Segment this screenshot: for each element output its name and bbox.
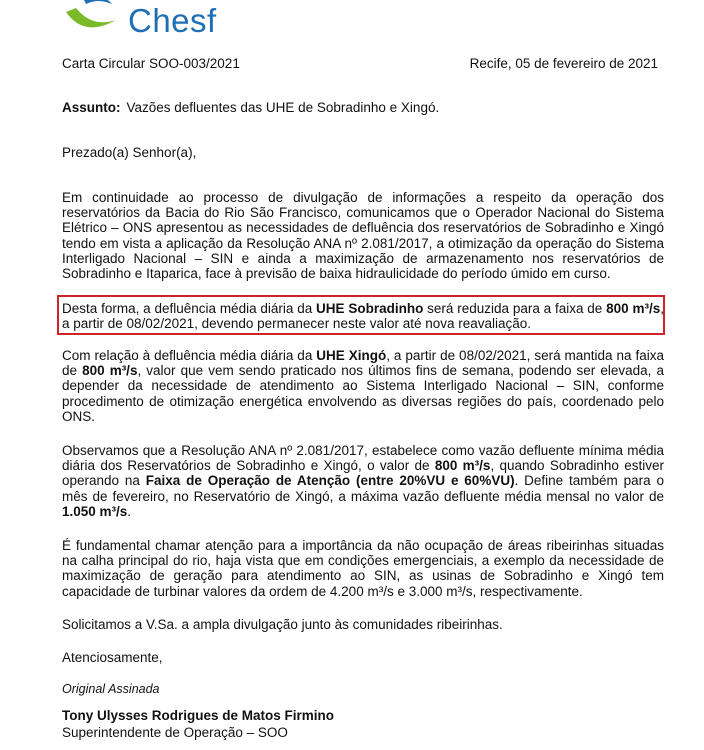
greeting: Prezado(a) Senhor(a), (62, 145, 197, 160)
bold-span: 800 m³/s (82, 363, 138, 379)
subject-label: Assunto: (62, 100, 121, 115)
signer-name: Tony Ulysses Rodrigues de Matos Firmino (62, 708, 335, 723)
text-span: , a partir de 08/02/2021, será mantida na faixa de (62, 348, 664, 379)
signer-role: Superintendente de Operação – SOO (62, 725, 288, 740)
document-date: Recife, 05 de fevereiro de 2021 (469, 56, 658, 71)
closing: Atenciosamente, (62, 650, 163, 665)
paragraph-xingo (62, 348, 664, 424)
text-span: Observamos que a Resolução ANA nº 2.081/2017, estabelece como vazão defluente mínima média diária dos Reservatórios de Sobradinho e Xingó, o valor de (62, 443, 664, 474)
text-span: , a partir de 08/02/2021, devendo permanecer neste valor até nova reavaliação. (62, 301, 664, 332)
logo-wordmark: Chesf (128, 2, 217, 39)
subject-text: Vazões defluentes das UHE de Sobradinho e Xingó. (126, 100, 440, 115)
text-span: Desta forma, a defluência média diária da (62, 301, 317, 316)
chesf-logo-icon (62, 0, 120, 34)
signed-note: Original Assinada (62, 682, 160, 696)
company-logo (62, 0, 232, 40)
text-span: será reduzida para a faixa de (423, 301, 607, 316)
text-span: , valor que vem sendo praticado nos últimos fins de semana, podendo ser elevada, a depender da necessidade de atendimento ao Sistema Interligado Nacional – SIN, conforme procedimento de otimização energética envolvendo as diversas regiões do país, coordenado pelo ONS. (62, 363, 664, 424)
text-span: , quando Sobradinho estiver operando na (62, 458, 665, 489)
document-reference: Carta Circular SOO-003/2021 (62, 56, 240, 71)
paragraph-sobradinho (62, 301, 664, 331)
bold-span: Faixa de Operação de Atenção (entre 20%VU e 60%VU) (145, 473, 515, 489)
subject-line (62, 100, 439, 115)
bold-span: 1.050 m³/s (62, 503, 128, 519)
text-span: . Define também para o mês de fevereiro, no Reservatório de Xingó, a máxima vazão defluente média mensal no valor de (62, 473, 664, 504)
bold-span: UHE Sobradinho (316, 301, 424, 316)
bold-span: 800 m³/s (606, 301, 661, 316)
paragraph-resolution (62, 443, 664, 519)
text-span: Com relação à defluência média diária da (62, 348, 317, 363)
paragraph-request: Solicitamos a V.Sa. a ampla divulgação junto às comunidades ribeirinhas. (62, 617, 503, 632)
bold-span: UHE Xingó (316, 348, 387, 363)
bold-span: 800 m³/s (434, 458, 491, 474)
paragraph-context: Em continuidade ao processo de divulgação de informações a respeito da operação dos reservatórios da Bacia do Rio São Francisco, comunicamos que o Operador Nacional do Sistema Elétrico – ONS apresentou as necessidades de defluência dos reservatórios de Sobradinho e Xingó tendo em vista a aplicação da Resolução ANA nº 2.081/2017, a otimização da operação do Sistema Interligado Nacional – SIN e ainda a maximização de armazenamento nos reservatórios de Sobradinho e Itaparica, face à previsão de baixa hidraulicidade do período úmido em curso. (62, 190, 664, 282)
text-span: . (127, 503, 132, 519)
paragraph-warning: É fundamental chamar atenção para a importância da não ocupação de áreas ribeirinhas situadas na calha principal do rio, haja vista que em condições emergenciais, a exemplo da necessidade de maximização de geração para atendimento ao SIN, as usinas de Sobradinho e Xingó tem capacidade de turbinar valores da ordem de 4.200 m³/s e 3.000 m³/s, respectivamente. (62, 538, 664, 599)
